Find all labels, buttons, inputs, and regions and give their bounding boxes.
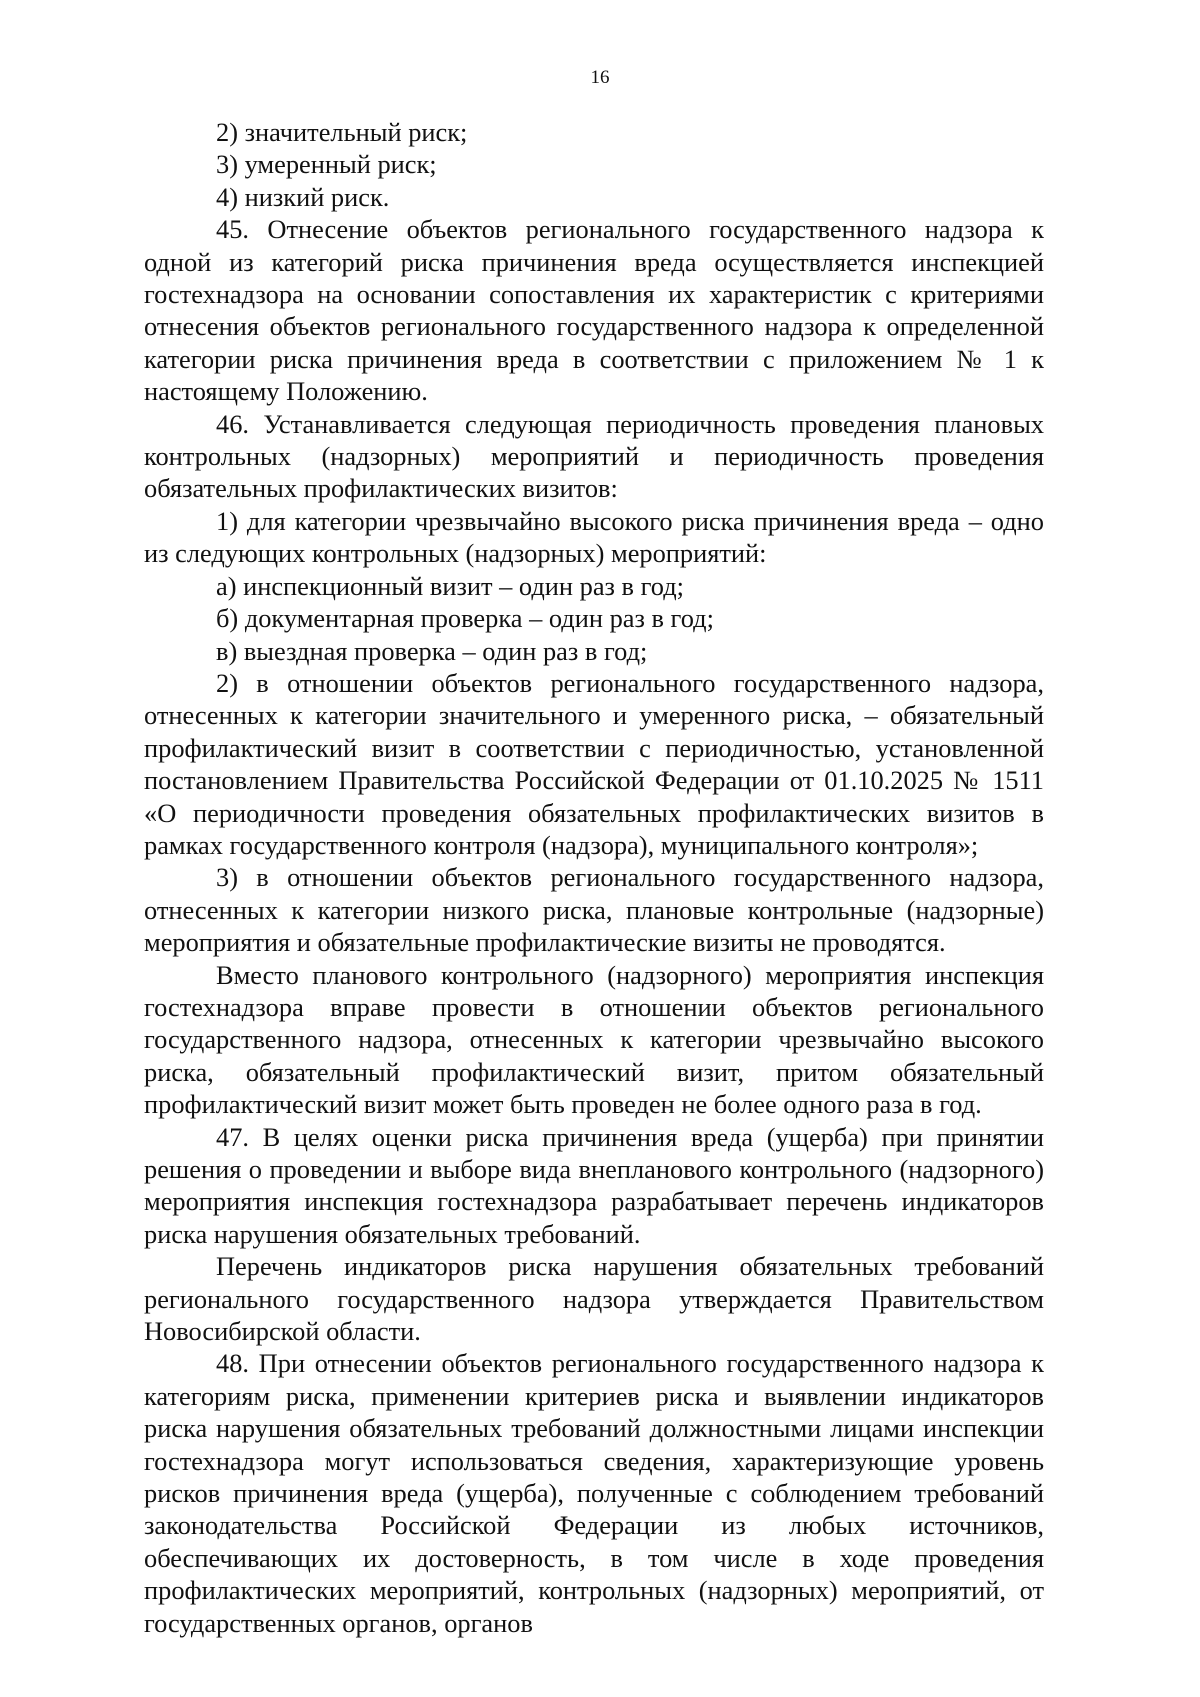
subparagraph-46-1-b: б) документарная проверка – один раз в год;: [216, 603, 714, 634]
subparagraph-46-1: 1) для категории чрезвычайно высокого риска причинения вреда – одно из следующих контрольных (надзорных) мероприятий:: [144, 505, 1044, 569]
subparagraph-46-3: 3) в отношении объектов регионального государственного надзора, отнесенных к категории низкого риска, плановые контрольные (надзорные) мероприятия и обязательные профилактические визиты не проводятся.: [144, 862, 1044, 958]
paragraph-45: 45. Отнесение объектов регионального государственного надзора к одной из категорий риска причинения вреда осуществляется инспекцией гостехнадзора на основании сопоставления их характеристик с критериями отнесения объектов регионального государственного надзора к определенной категории риска причинения вреда в соответствии с приложением № 1 к настоящему Положению.: [144, 214, 1044, 407]
list-item-low-risk: 4) низкий риск.: [216, 181, 390, 212]
document-body: [144, 116, 1044, 1639]
list-item-significant-risk: 2) значительный риск;: [216, 117, 468, 147]
list-item-moderate-risk: 3) умеренный риск;: [216, 149, 437, 180]
paragraph-indicators-list: Перечень индикаторов риска нарушения обязательных требований регионального государственного надзора утверждается Правительством Новосибирской области.: [144, 1251, 1044, 1347]
subparagraph-46-2: 2) в отношении объектов регионального государственного надзора, отнесенных к категории значительного и умеренного риска, – обязательный профилактический визит в соответствии с периодичностью, установленной постановлением Правительства Российской Федерации от 01.10.2025 № 1511 «О периодичности проведения обязательных профилактических визитов в рамках государственного контроля (надзора), муниципального контроля»;: [144, 667, 1044, 860]
page-number: 16: [590, 67, 610, 88]
paragraph-48: 48. При отнесении объектов регионального государственного надзора к категориям риска, применении критериев риска и выявлении индикаторов риска нарушения обязательных требований должностными лицами инспекции гостехнадзора могут использоваться сведения, характеризующие уровень рисков причинения вреда (ущерба), полученные с соблюдением требований законодательства Российской Федерации из любых источников, обеспечивающих их достоверность, в том числе в ходе проведения профилактических мероприятий, контрольных (надзорных) мероприятий, от государственных органов, органов: [144, 1348, 1044, 1638]
subparagraph-46-1-v: в) выездная проверка – один раз в год;: [216, 635, 648, 666]
paragraph-46: 46. Устанавливается следующая периодичность проведения плановых контрольных (надзорных) мероприятий и периодичность проведения обязательных профилактических визитов:: [144, 408, 1044, 504]
subparagraph-46-1-a: а) инспекционный визит – один раз в год;: [216, 570, 684, 601]
paragraph-47: 47. В целях оценки риска причинения вреда (ущерба) при принятии решения о проведении и выборе вида внепланового контрольного (надзорного) мероприятия инспекция гостехнадзора разрабатывает перечень индикаторов риска нарушения обязательных требований.: [144, 1121, 1044, 1249]
paragraph-instead-of-planned: Вместо планового контрольного (надзорного) мероприятия инспекция гостехнадзора вправе провести в отношении объектов регионального государственного надзора, отнесенных к категории чрезвычайно высокого риска, обязательный профилактический визит, притом обязательный профилактический визит может быть проведен не более одного раза в год.: [144, 959, 1044, 1120]
